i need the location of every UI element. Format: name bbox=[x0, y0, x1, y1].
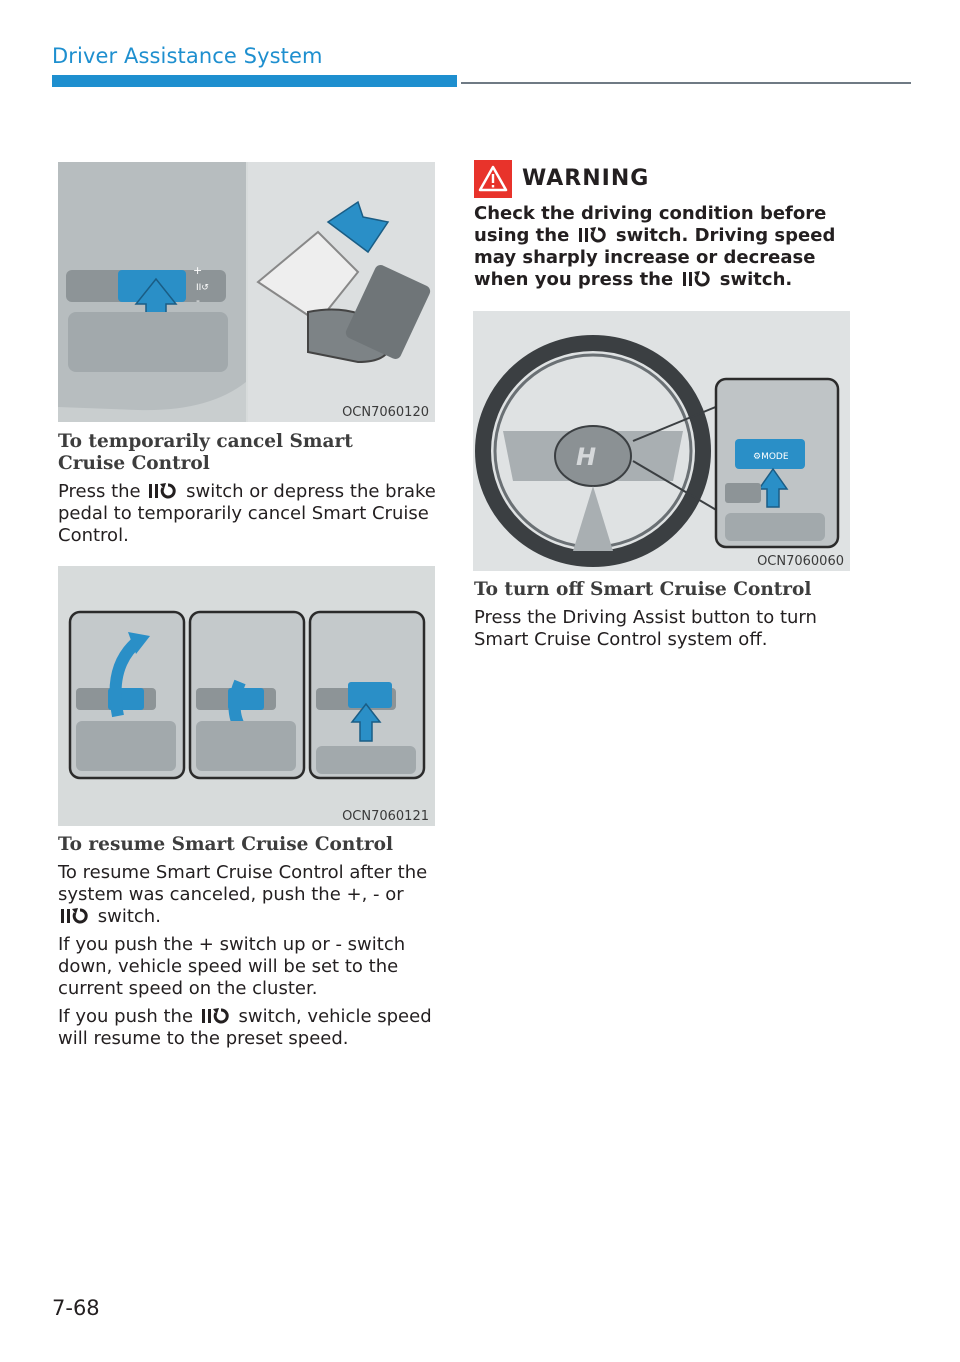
text-segment: Press the bbox=[58, 481, 141, 502]
figure-cancel-switch-brake bbox=[58, 162, 435, 422]
paragraph-turn-off: Press the Driving Assist button to turn Smart Cruise Control system off. bbox=[474, 607, 817, 650]
paragraph-temporarily-cancel bbox=[58, 481, 438, 547]
header-accent-bar bbox=[52, 75, 457, 87]
svg-text:H: H bbox=[576, 443, 597, 471]
text-segment: To resume Smart Cruise Control after the system was canceled, push the +, - or bbox=[58, 862, 428, 905]
section-title: Driver Assistance System bbox=[52, 44, 323, 68]
steering-wheel-illustration bbox=[473, 311, 850, 571]
heading-resume: To resume Smart Cruise Control bbox=[58, 834, 393, 855]
resume-cancel-switch-icon bbox=[148, 482, 178, 500]
page-number: 7-68 bbox=[52, 1296, 100, 1320]
paragraph-resume-3 bbox=[58, 1006, 438, 1050]
header-rule bbox=[461, 82, 911, 84]
figure-code: OCN7060120 bbox=[342, 405, 429, 420]
text-segment: switch or depress the brake pedal to temporarily cancel Smart Cruise Control. bbox=[58, 481, 436, 546]
text-segment: switch. bbox=[97, 906, 161, 927]
warning-triangle-icon bbox=[474, 160, 512, 198]
text-segment: switch, vehicle speed will resume to the preset speed. bbox=[58, 1006, 432, 1049]
warning-badge bbox=[474, 160, 512, 198]
cancel-illustration bbox=[58, 162, 435, 422]
resume-cancel-switch-icon bbox=[60, 907, 90, 925]
figure-resume-switches bbox=[58, 566, 435, 826]
text-segment: switch. bbox=[719, 269, 793, 290]
text-segment: Check the driving condition before using the bbox=[474, 203, 827, 246]
warning-title: WARNING bbox=[522, 166, 650, 191]
paragraph-resume-1 bbox=[58, 862, 438, 928]
resume-cancel-switch-icon bbox=[578, 226, 608, 244]
heading-turn-off: To turn off Smart Cruise Control bbox=[474, 579, 812, 600]
figure-code: OCN7060121 bbox=[342, 809, 429, 824]
warning-body bbox=[474, 203, 874, 291]
paragraph-resume-2: If you push the + switch up or - switch down, vehicle speed will be set to the current speed on the cluster. bbox=[58, 934, 406, 999]
figure-steering-wheel bbox=[473, 311, 850, 571]
resume-cancel-switch-icon bbox=[201, 1007, 231, 1025]
figure-code: OCN7060060 bbox=[757, 554, 844, 569]
text-segment: If you push the bbox=[58, 1006, 194, 1027]
svg-text:II↺: II↺ bbox=[196, 283, 209, 293]
svg-text:-: - bbox=[196, 294, 200, 307]
resume-cancel-switch-icon bbox=[682, 270, 712, 288]
svg-text:+: + bbox=[193, 264, 203, 277]
svg-text:⚙MODE: ⚙MODE bbox=[753, 452, 789, 462]
text-segment: switch. Driving speed may sharply increase or decrease when you press the bbox=[474, 225, 836, 290]
heading-temporarily-cancel: To temporarily cancel Smart Cruise Control bbox=[58, 431, 353, 474]
resume-illustration bbox=[58, 566, 435, 826]
